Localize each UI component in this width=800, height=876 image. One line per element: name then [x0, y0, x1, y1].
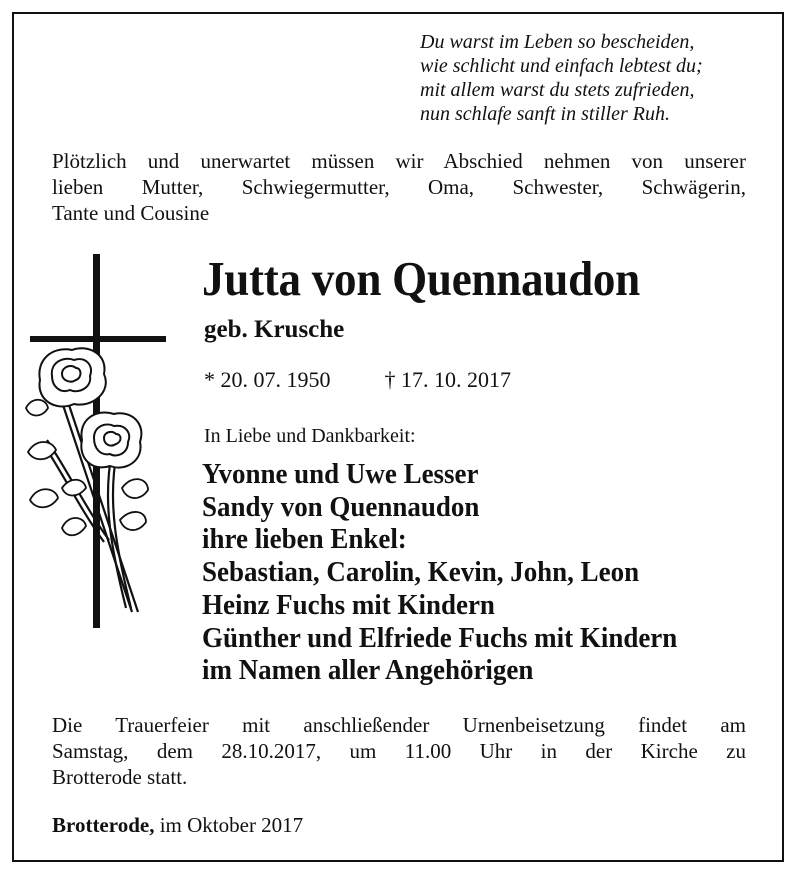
mourner-line: Heinz Fuchs mit Kindern: [202, 588, 495, 621]
intro-line: Tante und Cousine: [52, 201, 210, 225]
intro-line: Plötzlich und unerwartet müssen wir Abschied nehmen von unserer: [52, 149, 746, 173]
poem-line: mit allem warst du stets zufrieden,: [420, 79, 695, 101]
intro-line: lieben Mutter, Schwiegermutter, Oma, Schwester, Schwägerin,: [52, 175, 746, 199]
death-date: † 17. 10. 2017: [384, 367, 511, 392]
service-line: Samstag, dem 28.10.2017, um 11.00 Uhr in der Kirche zu: [52, 739, 746, 763]
mourner-line: Sebastian, Carolin, Kevin, John, Leon: [202, 556, 640, 589]
mourner-line: Yvonne und Uwe Lesser: [202, 458, 479, 490]
place-date-line: [52, 813, 303, 838]
memorial-poem: [420, 30, 703, 126]
service-line: Die Trauerfeier mit anschließender Urnenbeisetzung findet am: [52, 713, 746, 737]
mourner-line: Sandy von Quennaudon: [202, 490, 480, 523]
life-dates: [204, 367, 511, 393]
service-line: Brotterode statt.: [52, 765, 188, 789]
poem-line: wie schlicht und einfach lebtest du;: [420, 55, 703, 77]
cross-with-roses-icon: [22, 252, 172, 632]
poem-line: Du warst im Leben so bescheiden,: [420, 31, 695, 53]
mourner-line: ihre lieben Enkel:: [202, 523, 407, 556]
poem-line: nun schlafe sanft in stiller Ruh.: [420, 103, 670, 125]
mourner-line: im Namen aller Angehörigen: [202, 654, 534, 687]
thanks-line: In Liebe und Dankbarkeit:: [204, 425, 416, 447]
intro-text: [52, 148, 746, 226]
mourner-line: Günther und Elfriede Fuchs mit Kindern: [202, 621, 678, 654]
mourners-list: [202, 458, 713, 687]
maiden-name: geb. Krusche: [204, 316, 345, 343]
place-date: im Oktober 2017: [159, 813, 304, 837]
place-town: Brotterode,: [52, 813, 155, 837]
funeral-service-text: [52, 712, 746, 790]
birth-date: * 20. 07. 1950: [204, 367, 331, 392]
deceased-name: Jutta von Quennaudon: [202, 251, 640, 306]
